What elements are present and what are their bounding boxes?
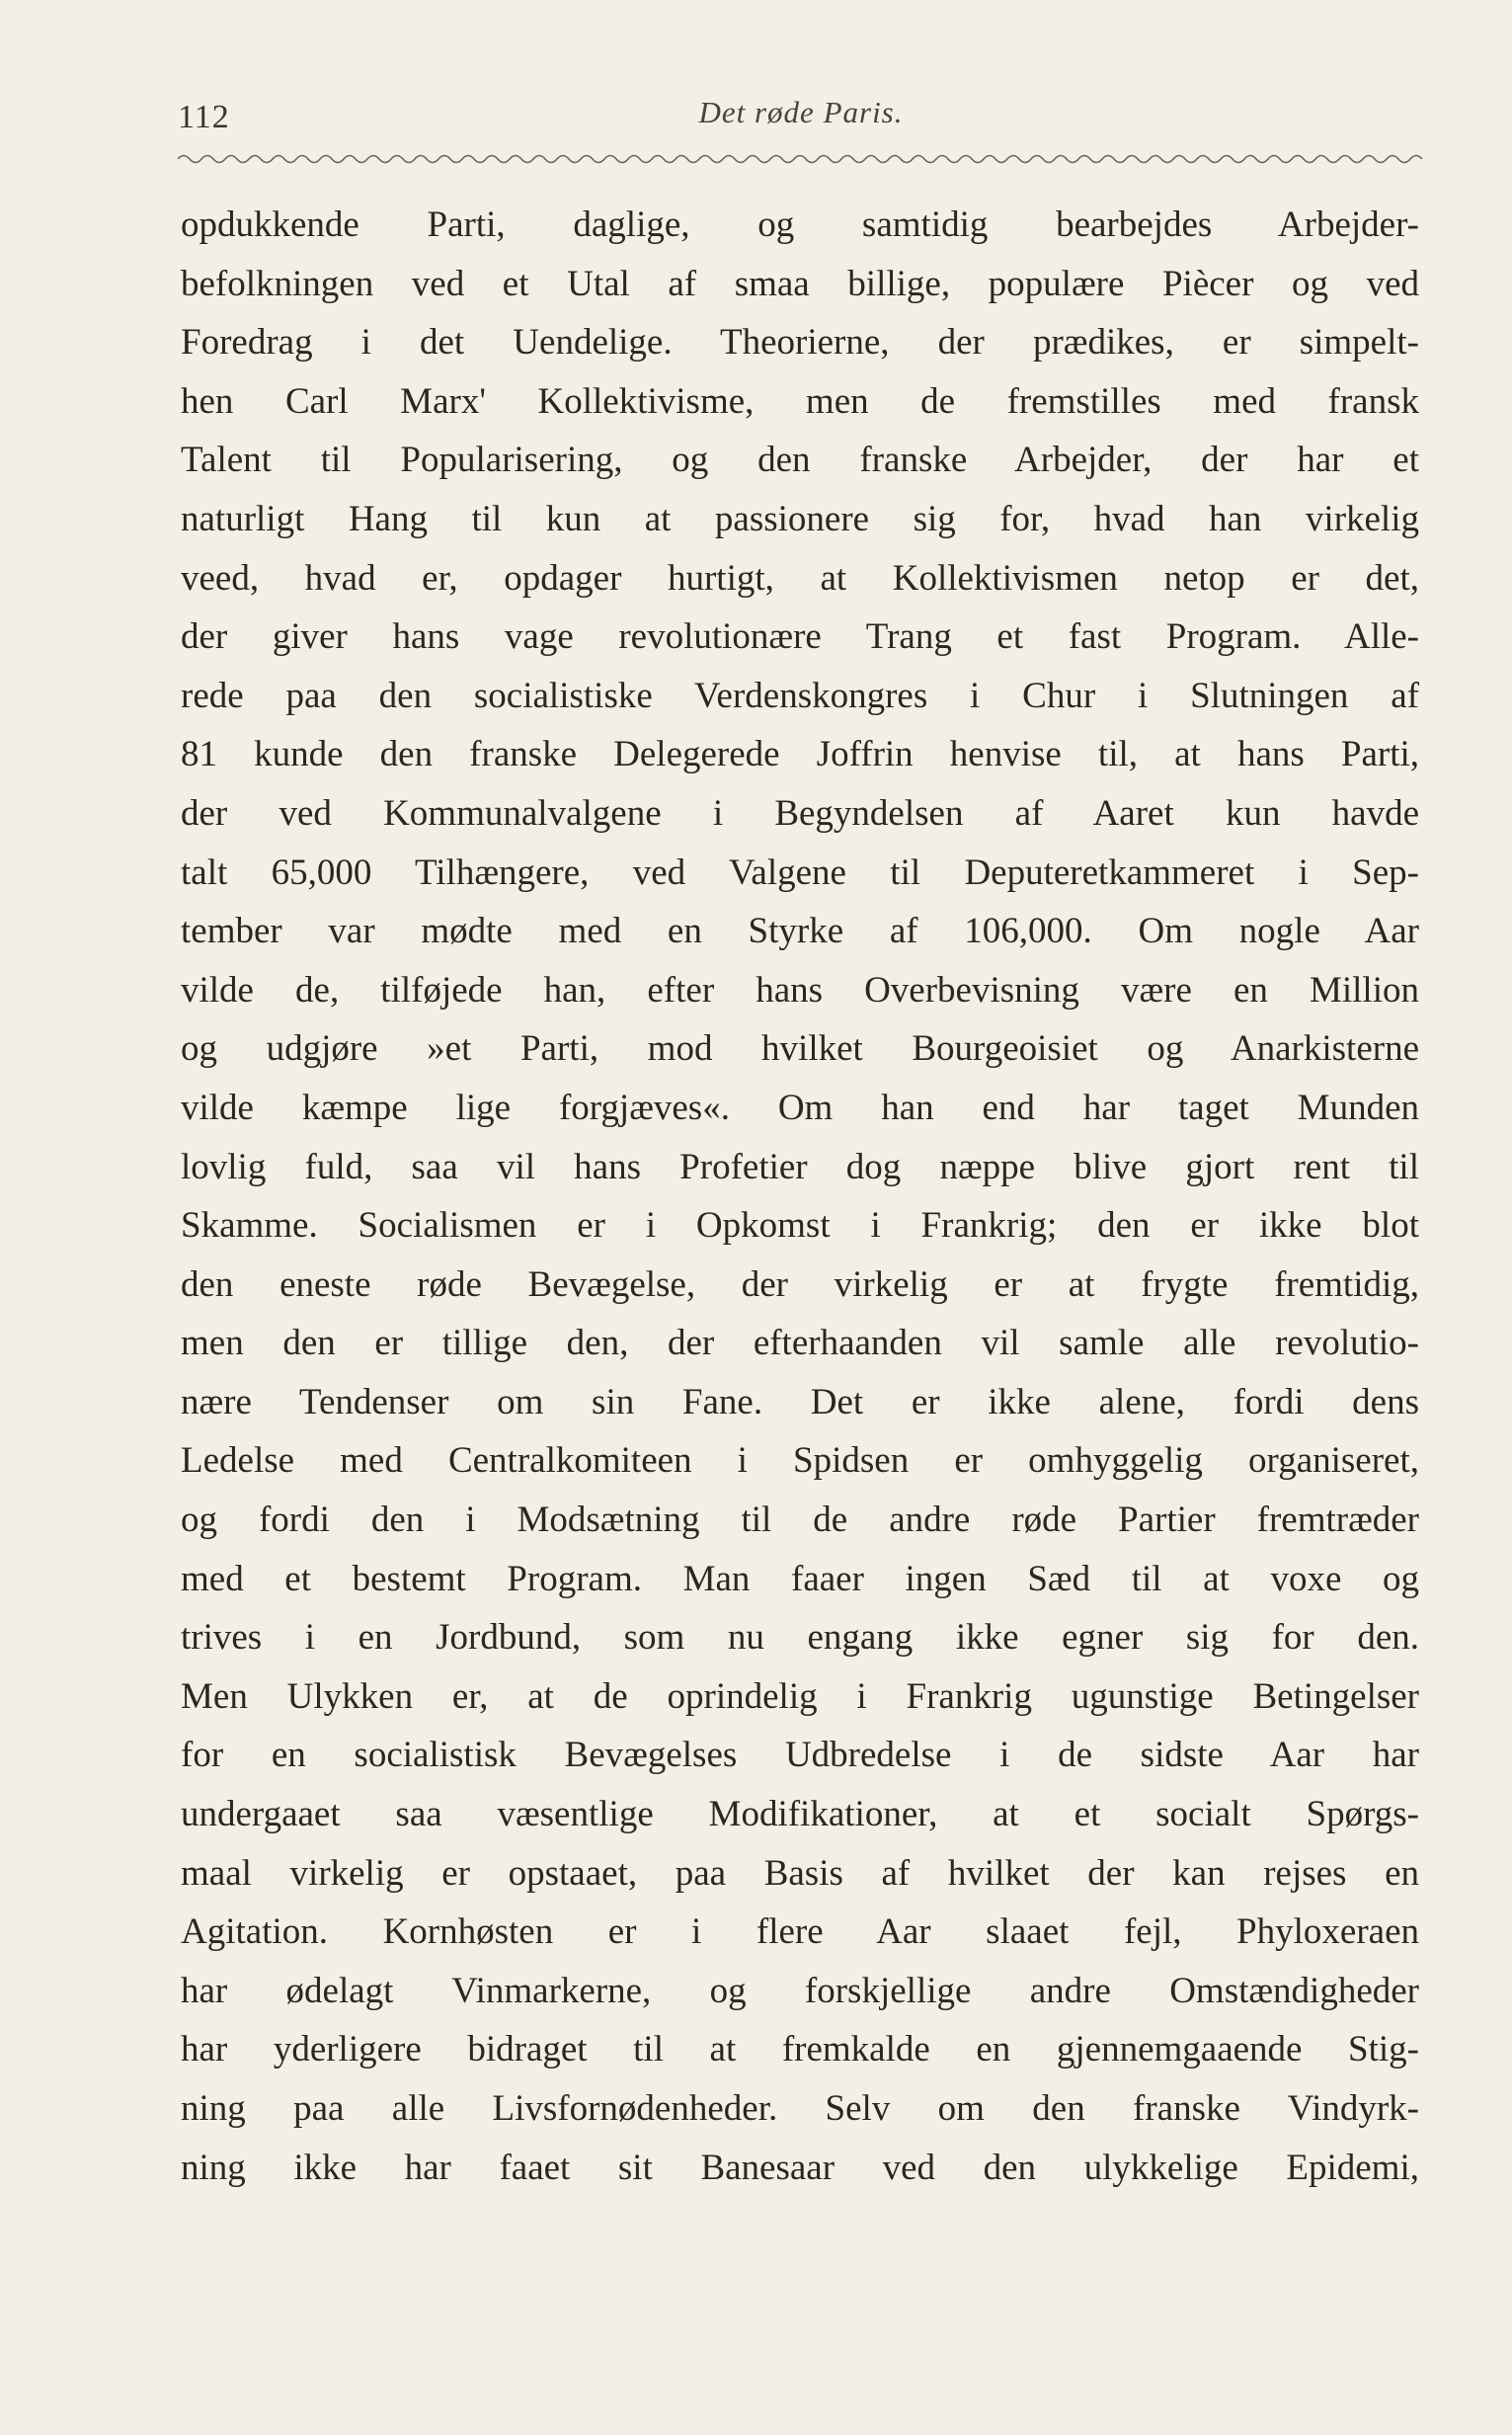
text-line: Agitation. Kornhøsten er i flere Aar slaaet fejl, Phyloxeraen <box>181 1911 1419 1953</box>
text-line: og fordi den i Modsætning til de andre røde Partier fremtræder <box>181 1500 1419 1541</box>
text-line: 81 kunde den franske Delegerede Joffrin henvise til, at hans Parti, <box>181 734 1419 775</box>
text-line: for en socialistisk Bevægelses Udbredelse i de sidste Aar har <box>181 1735 1419 1776</box>
body-text <box>181 196 1419 2197</box>
text-line: lovlig fuld, saa vil hans Profetier dog næppe blive gjort rent til <box>181 1146 1419 1187</box>
text-line: Ledelse med Centralkomiteen i Spidsen er omhyggelig organiseret, <box>181 1440 1419 1482</box>
text-line: men den er tillige den, der efterhaanden vil samle alle revolutio- <box>181 1323 1419 1364</box>
text-line: Talent til Popularisering, og den franske Arbejder, der har et <box>181 440 1419 481</box>
text-line: Skamme. Socialismen er i Opkomst i Frankrig; den er ikke blot <box>181 1205 1419 1247</box>
text-line: vilde de, tilføjede han, efter hans Overbevisning være en Million <box>181 969 1419 1011</box>
text-line: Foredrag i det Uendelige. Theorierne, der prædikes, er simpelt- <box>181 322 1419 364</box>
text-line: den eneste røde Bevægelse, der virkelig er at frygte fremtidig, <box>181 1263 1419 1305</box>
text-line: veed, hvad er, opdager hurtigt, at Kollektivismen netop er det, <box>181 557 1419 599</box>
text-line: opdukkende Parti, daglige, og samtidig bearbejdes Arbejder- <box>181 204 1419 245</box>
text-line: ning ikke har faaet sit Banesaar ved den ulykkelige Epidemi, <box>181 2147 1419 2188</box>
text-line: trives i en Jordbund, som nu engang ikke egner sig for den. <box>181 1617 1419 1659</box>
text-line: med et bestemt Program. Man faaer ingen Sæd til at voxe og <box>181 1558 1419 1599</box>
text-line: talt 65,000 Tilhængere, ved Valgene til Deputeretkammeret i Sep- <box>181 852 1419 893</box>
text-line: ning paa alle Livsfornødenheder. Selv om den franske Vindyrk- <box>181 2088 1419 2129</box>
text-line: naturligt Hang til kun at passionere sig for, hvad han virkelig <box>181 498 1419 539</box>
text-line: har ødelagt Vinmarkerne, og forskjellige andre Omstændigheder <box>181 1970 1419 2011</box>
text-line: hen Carl Marx' Kollektivisme, men de fremstilles med fransk <box>181 380 1419 422</box>
text-line: undergaaet saa væsentlige Modifikationer, at et socialt Spørgs- <box>181 1794 1419 1835</box>
text-line: maal virkelig er opstaaet, paa Basis af hvilket der kan rejses en <box>181 1852 1419 1894</box>
text-line: vilde kæmpe lige forgjæves«. Om han end har taget Munden <box>181 1087 1419 1128</box>
header-rule-ornament <box>178 150 1424 164</box>
text-line: der ved Kommunalvalgene i Begyndelsen af Aaret kun havde <box>181 792 1419 834</box>
text-line: der giver hans vage revolutionære Trang et fast Program. Alle- <box>181 616 1419 658</box>
text-line: tember var mødte med en Styrke af 106,000. Om nogle Aar <box>181 911 1419 952</box>
running-title: Det røde Paris. <box>698 95 904 129</box>
text-line: har yderligere bidraget til at fremkalde en gjennemgaaende Stig- <box>181 2029 1419 2070</box>
text-line: befolkningen ved et Utal af smaa billige, populære Piècer og ved <box>181 263 1419 304</box>
text-line: og udgjøre »et Parti, mod hvilket Bourgeoisiet og Anarkisterne <box>181 1028 1419 1070</box>
page-header <box>178 91 1424 150</box>
text-line: nære Tendenser om sin Fane. Det er ikke alene, fordi dens <box>181 1381 1419 1422</box>
page-number: 112 <box>178 99 230 135</box>
text-line: Men Ulykken er, at de oprindelig i Frankrig ugunstige Betingelser <box>181 1675 1419 1717</box>
text-line: rede paa den socialistiske Verdenskongres i Chur i Slutningen af <box>181 675 1419 716</box>
